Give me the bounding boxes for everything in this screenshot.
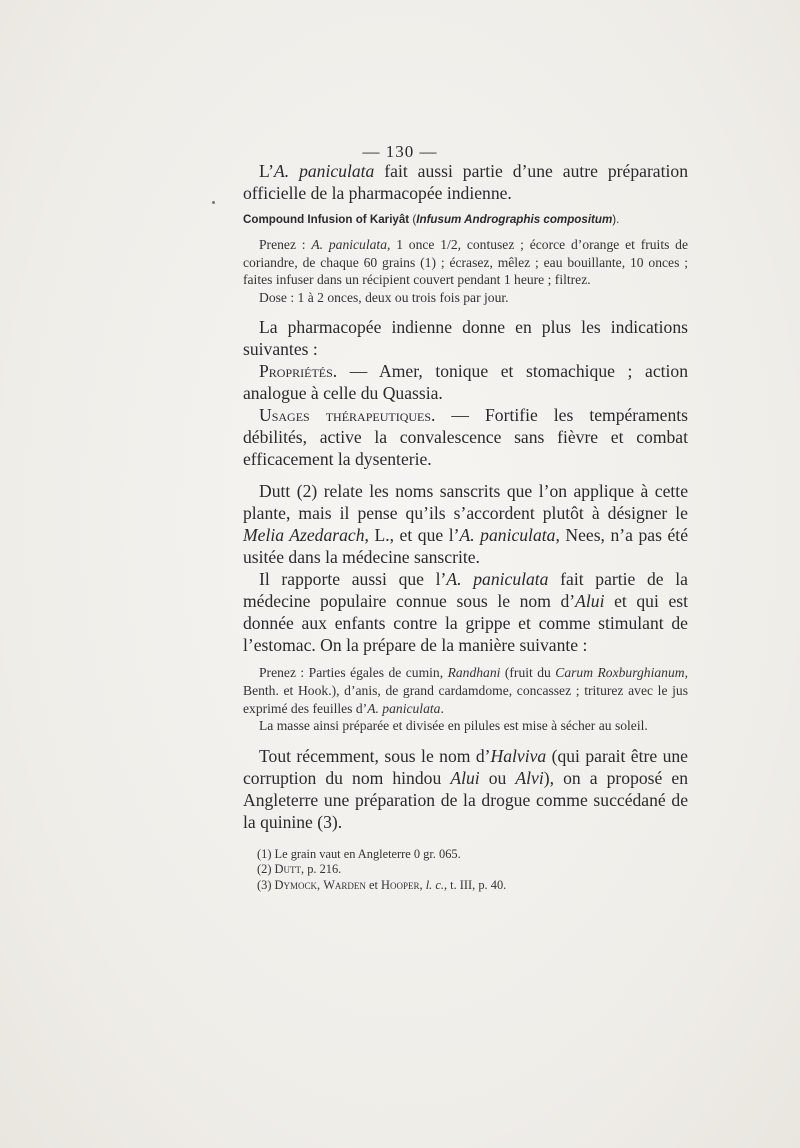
footnote-2 bbox=[243, 862, 688, 877]
paragraph-usages bbox=[243, 404, 688, 470]
recipe-dose: Dose : 1 à 2 onces, deux ou trois fois par jour. bbox=[259, 289, 509, 305]
paragraph-intro bbox=[243, 160, 688, 204]
footnote-3 bbox=[243, 878, 688, 893]
text-run: Il rapporte aussi que l’ bbox=[259, 569, 447, 590]
species-name: A. paniculata bbox=[311, 237, 388, 252]
footnote-1: (1) Le grain vaut en Angleterre 0 gr. 065. bbox=[257, 846, 461, 861]
text-run: et qui est donnée aux enfants contre la grippe et comme stimulant de l’estomac. On la prépare de la manière suivante : bbox=[243, 591, 688, 656]
page-body bbox=[243, 160, 688, 893]
text-run: Dutt (2) relate les noms sanscrits que l’on applique à cette plante, mais il pense qu’ils s’accordent plutôt à désigner le bbox=[243, 481, 688, 524]
species-name: A. paniculata bbox=[446, 569, 549, 590]
text-run: (qui parait être une corruption du nom hindou bbox=[243, 745, 688, 788]
text-run: , t. III, p. 40. bbox=[443, 877, 507, 892]
text-run: , 1 once 1/2, contusez ; écorce d’orange et fruits de coriandre, de chaque 60 grains (1) ; écrasez, mêlez ; eau bouillante, 10 onces ; faites infuser dans un récipient couvert pendant 1 heure ; filtrez. bbox=[243, 237, 689, 288]
text-run: . bbox=[440, 700, 444, 716]
text-run: (3) bbox=[257, 877, 275, 892]
paragraph-dutt bbox=[243, 480, 688, 568]
author-name: Hooper bbox=[381, 877, 420, 892]
text-run: Prenez : Parties égales de cumin, bbox=[259, 665, 448, 681]
section-label: Propriétés. bbox=[259, 361, 338, 382]
paragraph-proprietes bbox=[243, 360, 688, 404]
paragraph-alui bbox=[243, 568, 688, 656]
species-name: Melia Azedarach bbox=[243, 525, 365, 546]
plant-name: Alui bbox=[575, 591, 605, 612]
recipe2-mass: La masse ainsi préparée et divisée en pilules est mise à sécher au soleil. bbox=[259, 718, 648, 734]
text-run: ), on a proposé en Angleterre une préparation de la drogue comme succédané de la quinine (3). bbox=[243, 767, 689, 832]
paragraph-halviva bbox=[243, 745, 688, 833]
text-run: ( bbox=[409, 213, 417, 226]
text-run: Prenez : bbox=[259, 237, 312, 252]
species-name: A. paniculata bbox=[274, 161, 375, 181]
text-run: ou bbox=[479, 767, 516, 788]
author-name: Dutt bbox=[274, 862, 301, 877]
text-run: , p. 216. bbox=[301, 862, 342, 877]
heading-latin: Infusum Andrographis compositum bbox=[416, 213, 613, 226]
heading-title: Compound Infusion of Kariyât bbox=[243, 213, 410, 226]
plant-name: Randhani bbox=[447, 665, 501, 681]
recipe2-text bbox=[243, 664, 688, 717]
text-run: fait partie de la médecine populaire connue sous le nom d’ bbox=[243, 569, 688, 612]
text-run: , bbox=[419, 877, 426, 892]
margin-speck bbox=[212, 201, 215, 204]
plant-name: Alui bbox=[450, 767, 480, 788]
text-run: , L., et que l’ bbox=[364, 525, 460, 546]
plant-name: Alvi bbox=[515, 767, 544, 788]
species-name: Carum Roxburghianum bbox=[555, 665, 685, 681]
text-run: — Fortifie les tempéraments débilités, active la convalescence sans fièvre et combat efficacement la dysenterie. bbox=[243, 405, 688, 470]
species-name: A. paniculata bbox=[459, 525, 556, 546]
author-name: Dymock bbox=[274, 877, 317, 892]
recipe-heading bbox=[243, 213, 688, 226]
recipe-text bbox=[243, 236, 688, 289]
paragraph-indications: La pharmacopée indienne donne en plus les indications suivantes : bbox=[243, 317, 688, 360]
text-run: et bbox=[365, 877, 382, 892]
species-name: A. paniculata bbox=[367, 700, 441, 716]
text-run: ). bbox=[612, 213, 620, 226]
text-run: L’ bbox=[259, 161, 274, 181]
text-run: , Benth. et Hook.), d’anis, de grand cardamdome, concassez ; triturez avec le jus exprimé des feuilles d’ bbox=[243, 665, 688, 716]
plant-name: Halviva bbox=[490, 745, 547, 766]
footnotes bbox=[243, 847, 688, 893]
citation-abbrev: l. c. bbox=[425, 877, 444, 892]
text-run: (2) bbox=[257, 862, 275, 877]
text-run: , bbox=[317, 877, 324, 892]
text-run: , Nees, n’a pas été usitée dans la médecine sanscrite. bbox=[243, 525, 688, 568]
text-run: fait aussi partie d’une autre préparation officielle de la pharmacopée indienne. bbox=[243, 161, 688, 203]
section-label: Usages thérapeutiques. bbox=[259, 405, 436, 426]
text-run: — Amer, tonique et stomachique ; action analogue à celle du Quassia. bbox=[243, 361, 688, 404]
text-run: Tout récemment, sous le nom d’ bbox=[259, 745, 491, 766]
author-name: Warden bbox=[323, 877, 366, 892]
page-number: — 130 — bbox=[362, 142, 438, 161]
text-run: (fruit du bbox=[500, 665, 556, 681]
